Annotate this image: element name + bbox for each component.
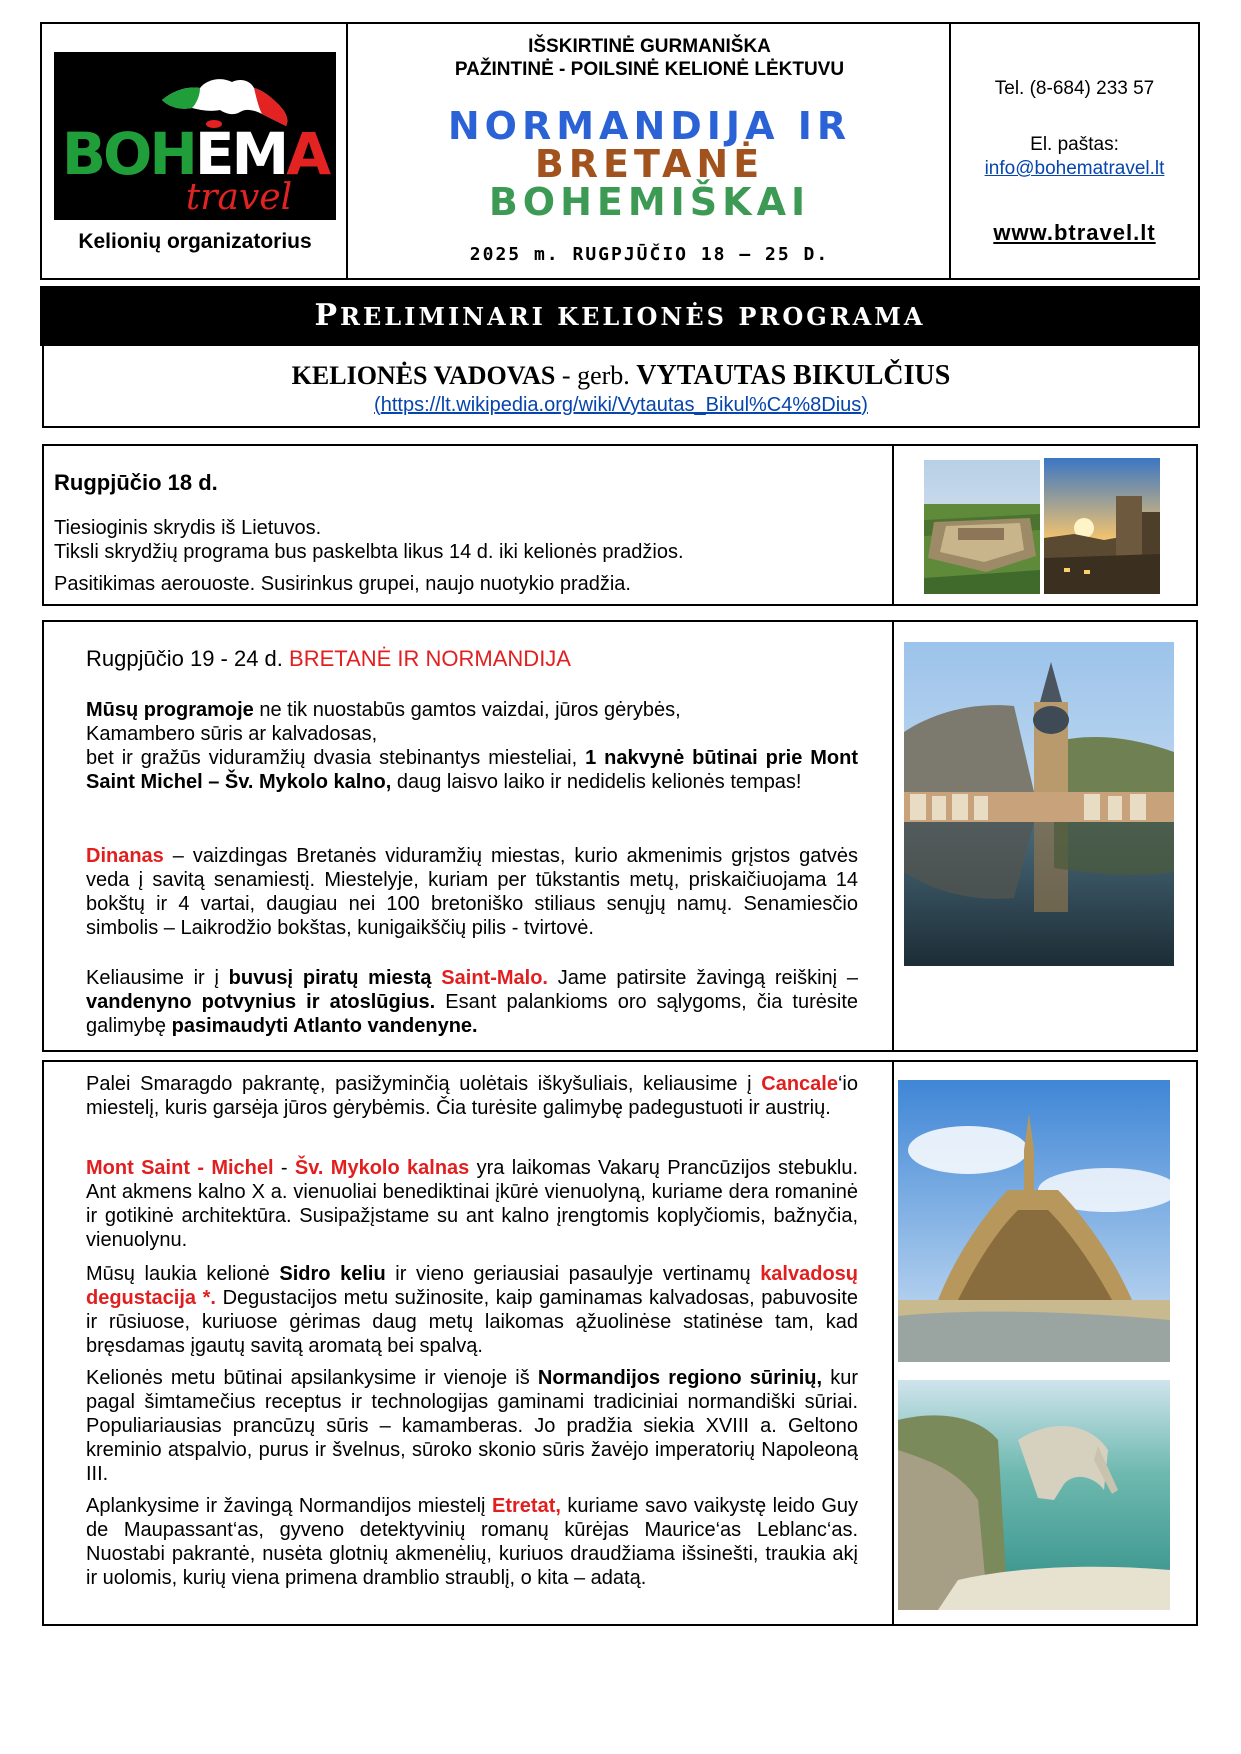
day-1-section [42, 444, 1198, 606]
logo-travel-script: travel [185, 177, 293, 218]
etretat-paragraph: Aplankysime ir žavingą Normandijos miestelį Etretat, kuriame savo vaikystę leido Guy de Maupassant‘as, gyveno detektyvinių romanų kūrėjas Maurice‘as Leblanc‘as. Nuostabi pakrantė, nusėta glotnių akmenėlių, kuriuos draudžiama išsinešti, traukia akį ir uolomis, kurių viena primena dramblio straublį, o kita – adatą. [86, 1495, 859, 1589]
mont-saint-michel-paragraph: Mont Saint - Michel - Šv. Mykolo kalnas yra laikomas Vakarų Prancūzijos stebuklu. Ant akmens kalno X a. vienuoliai benediktinai įkūrė vienuolyną, kuriame dera romaninė ir gotikinė architektūra. Susipažįstame su ant kalno įrengtomis koplyčiomis, bažnyčia, vienuolynu. [86, 1157, 859, 1251]
days-2-section [42, 620, 1198, 1052]
days-3-section [42, 1060, 1198, 1626]
header-table [40, 22, 1200, 280]
day-1-line-1: Tiesioginis skrydis iš Lietuvos. [54, 517, 322, 539]
column-divider [892, 446, 894, 604]
fortress-photo [924, 460, 1040, 594]
day-1-line-2: Tiksli skrydžių programa bus paskelbta likus 14 d. iki kelionės pradžios. [54, 541, 684, 563]
guide-honorific: gerb. [577, 361, 630, 390]
trip-dates: 2025 m. RUGPJŪČIO 18 – 25 D. [469, 244, 830, 265]
guide-box [42, 346, 1200, 428]
title-bohemiskai: BOHEMIŠKAI [488, 180, 811, 224]
dinant-reflection-photo [904, 642, 1174, 966]
organizer-label: Kelionių organizatorius [78, 230, 312, 253]
days-2-heading: Rugpjūčio 19 - 24 d. BRETANĖ IR NORMANDIJA [86, 646, 571, 671]
calvados-paragraph: Mūsų laukia kelionė Sidro keliu ir vieno geriausiai pasaulyje vertinamų kalvadosų degustacija *. Degustacijos metu sužinosite, kaip gaminamas kalvadosas, pabuvosite ir rūsiuose, kuriuose gėrimas daug metų laikomas ąžuolinėse statinėse tam, kad bręsdamas įgautų savitą aromatą bei spalvą. [86, 1263, 859, 1357]
dinan-paragraph: Dinanas – vaizdingas Bretanės viduramžių miestas, kurio akmenimis grįstos gatvės veda į savitą senamiestį. Miestelyje, kuriam per tūkstantis metų, priskaičiuojama 14 bokštų ir 4 vartai, daugiau nei 100 bretoniško stiliaus senųjų namų. Senamiesčio simbolis – Laikrodžio bokštas, kunigaikščių pilis - tvirtovė. [86, 845, 858, 939]
email-link[interactable]: info@bohematravel.lt [984, 158, 1165, 179]
day-1-line-3: Pasitikimas aerouoste. Susirinkus grupei, naujo nuotykio pradžia. [54, 573, 631, 595]
exclusive-line-2: PAŽINTINĖ - POILSINĖ KELIONĖ LĖKTUVU [454, 59, 845, 80]
castle-sunset-photo [1044, 458, 1160, 594]
website-link[interactable]: www.btravel.lt [993, 220, 1156, 245]
column-divider [892, 1062, 894, 1624]
title-bretane: BRETANĖ [534, 142, 765, 186]
guide-label: KELIONĖS VADOVAS [291, 361, 556, 390]
intro-paragraph: bet ir gražūs viduramžių dvasia stebinantys miesteliai, 1 nakvynė būtinai prie Mont Saint Michel – Šv. Mykolo kalno, daug laisvo laiko ir nedidelis kelionės tempas! [86, 747, 859, 793]
column-divider [892, 622, 894, 1050]
etretat-cliffs-photo [898, 1380, 1170, 1610]
program-bar: PRELIMINARI KELIONĖS PROGRAMA [40, 286, 1200, 346]
header-logo-cell [42, 24, 348, 278]
guide-line: KELIONĖS VADOVAS - gerb. VYTAUTAS BIKULČIUS [291, 360, 951, 391]
mont-saint-michel-photo [898, 1080, 1170, 1362]
guide-wiki-link[interactable]: (https://lt.wikipedia.org/wiki/Vytautas_Bikul%C4%8Dius) [374, 394, 868, 416]
phone-number: Tel. (8-684) 233 57 [994, 78, 1155, 99]
header-title-cell [348, 24, 951, 278]
logo-wordmark: BOHEMA [61, 120, 329, 188]
title-normandija: NORMANDIJA IR [447, 104, 852, 148]
guide-name: VYTAUTAS BIKULČIUS [636, 360, 951, 391]
bohema-logo [54, 52, 336, 220]
day-1-heading: Rugpjūčio 18 d. [54, 470, 218, 495]
intro-line-1: Mūsų programoje ne tik nuostabūs gamtos vaizdai, jūros gėrybės, [86, 699, 681, 721]
header-contact-cell [951, 24, 1198, 278]
exclusive-line-1: IŠSKIRTINĖ GURMANIŠKA [528, 36, 771, 57]
cancale-paragraph: Palei Smaragdo pakrantę, pasižyminčią uolėtais iškyšuliais, keliausime į Cancale‘io miestelį, kuris garsėja jūros gėrybėmis. Čia turėsite galimybę padegustuoti ir austrių. [86, 1073, 858, 1119]
saint-malo-paragraph: Keliausime ir į buvusį piratų miestą Saint-Malo. Jame patirsite žavingą reiškinį – vandenyno potvynius ir atoslūgius. Esant palankioms oro sąlygoms, čia turėsite galimybę pasimaudyti Atlanto vandenyne. [86, 967, 859, 1037]
email-label: El. paštas: [1030, 134, 1119, 155]
intro-line-2: Kamambero sūris ar kalvadosas, [86, 723, 378, 745]
cheese-paragraph: Kelionės metu būtinai apsilankysime ir vienoje iš Normandijos regiono sūrinių, kur pagal šimtamečius receptus ir technologijas gaminami tradiciniai normandiški sūriai. Populiariausias prancūzų sūris – kamamberas. Jo pradžia siekia XVIII a. Geltono kreminio atspalvio, purus ir švelnus, sūroko skonio sūris žavėjo imperatorių Napoleoną III. [86, 1367, 859, 1485]
